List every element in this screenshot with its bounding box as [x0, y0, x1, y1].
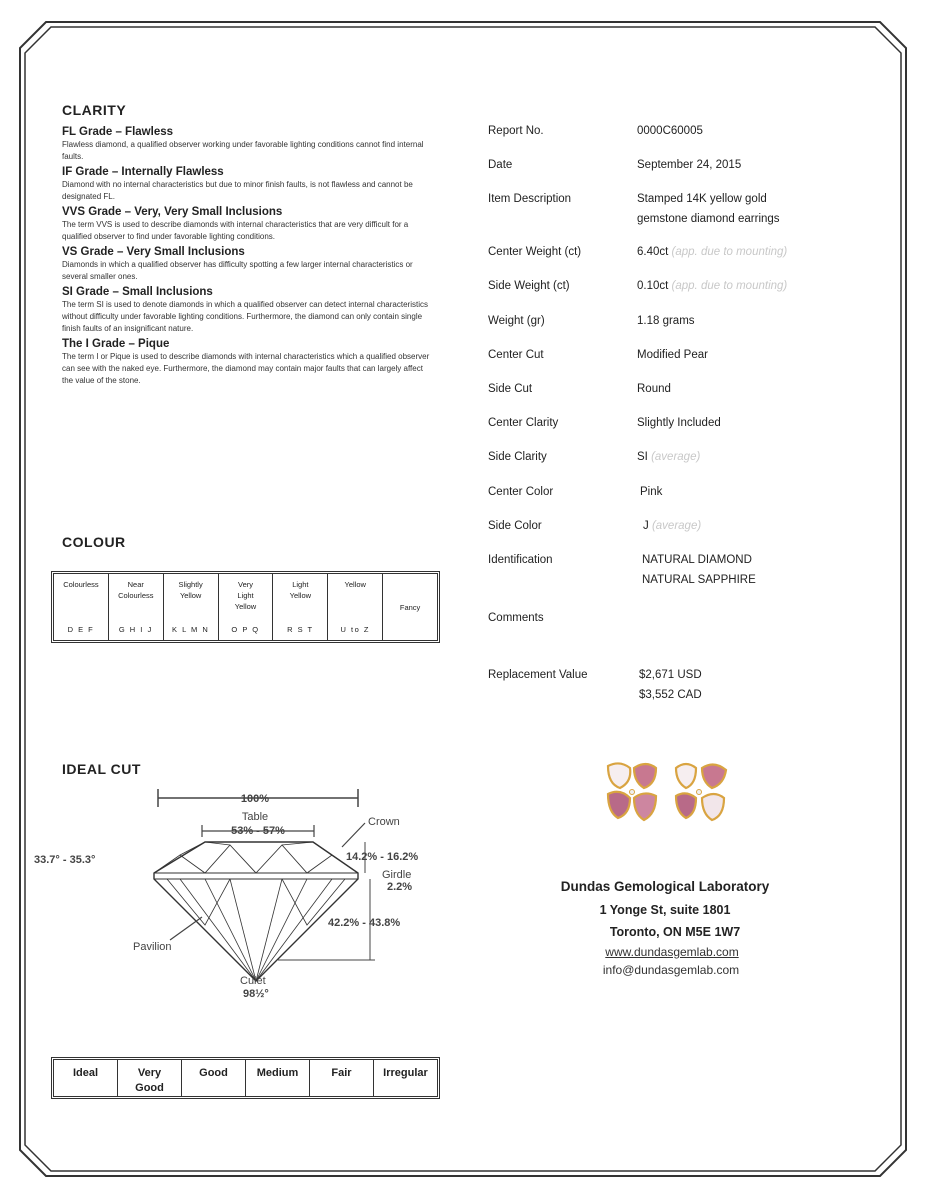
lab-info: [490, 877, 840, 979]
colour-scale-table: [51, 571, 440, 643]
lab-website-link[interactable]: www.dundasgemlab.com: [605, 945, 739, 959]
field-label: Center Weight (ct): [488, 246, 582, 258]
colour-label: Slightly Yellow: [178, 580, 203, 600]
field-value: [637, 447, 837, 467]
clarity-grade: [62, 206, 434, 243]
grade-title: FL Grade – Flawless: [62, 126, 174, 138]
colour-label: Near Colourless: [118, 580, 154, 600]
colour-cell: [164, 574, 219, 640]
earring-right: [676, 764, 726, 820]
lab-address-line2: Toronto, ON M5E 1W7: [609, 925, 741, 939]
cut-grade-table: [51, 1057, 440, 1099]
field-value-line: NATURAL DIAMOND: [642, 554, 752, 566]
table-range: 53% - 57%: [231, 825, 285, 837]
earrings-photo: [598, 758, 738, 830]
diamond-cut-diagram: [30, 785, 450, 1010]
field-value-text: 0.10ct: [637, 280, 669, 292]
grade-title: IF Grade – Internally Flawless: [62, 166, 224, 178]
field-note: (app. due to mounting): [671, 246, 788, 258]
field-value: [639, 665, 839, 705]
grade-description: Diamonds in which a qualified observer has difficulty spotting a few larger internal characteristics or several smaller ones.: [62, 260, 413, 281]
cut-grade-cell: Irregular: [383, 1067, 428, 1079]
field-value: Pink: [640, 486, 663, 498]
field-label: Side Weight (ct): [488, 280, 570, 292]
field-value-text: J: [643, 520, 649, 532]
colour-label: Fancy: [399, 602, 421, 612]
field-value: [642, 550, 842, 590]
girdle-value: 2.2%: [387, 881, 413, 893]
ideal-cut-heading: IDEAL CUT: [62, 761, 141, 777]
grade-description: Diamond with no internal characteristics but due to minor finish faults, is not flawless and cannot be designated FL.: [62, 180, 413, 201]
colour-heading: COLOUR: [62, 534, 126, 550]
cut-grade-cell: Medium: [246, 1060, 310, 1096]
field-value: [643, 516, 843, 536]
colour-cell: [109, 574, 164, 640]
colour-cell: [54, 574, 109, 640]
field-value: [637, 242, 837, 262]
crown-height: 14.2% - 16.2%: [346, 851, 419, 863]
crown-label: Crown: [368, 816, 400, 828]
field-label: Center Cut: [488, 349, 544, 361]
field-value: Round: [637, 383, 671, 395]
field-value-line: gemstone diamond earrings: [637, 213, 780, 225]
colour-cell: [219, 574, 274, 640]
field-label: Comments: [488, 612, 544, 624]
colour-grades: K L M N: [171, 625, 210, 634]
crown-angle: 33.7° - 35.3°: [34, 854, 96, 866]
field-value-line: $3,552 CAD: [639, 689, 702, 701]
field-note: (app. due to mounting): [671, 280, 788, 292]
cut-grade-cell: [118, 1060, 182, 1096]
colour-label: Yellow: [344, 580, 366, 589]
field-value-line: $2,671 USD: [639, 669, 702, 681]
field-label: Identification: [488, 554, 553, 566]
colour-label: Light Yellow: [289, 580, 312, 600]
culet-angle: 98½°: [243, 988, 269, 1000]
field-label: Date: [488, 159, 513, 171]
cut-grade-cell: Ideal: [54, 1060, 118, 1096]
grade-title: VS Grade – Very Small Inclusions: [62, 246, 245, 258]
field-value-text: SI: [637, 451, 648, 463]
earring-left: [608, 763, 656, 820]
cut-grade-cell: Fair: [310, 1060, 374, 1096]
field-value: 0000C60005: [637, 125, 703, 137]
clarity-heading: CLARITY: [62, 102, 127, 118]
field-value: Slightly Included: [637, 417, 721, 429]
field-value: September 24, 2015: [637, 159, 742, 171]
grade-description: The term I or Pique is used to describe diamonds with internal characteristics which a qualified observer can see with the naked eye. Furthermore, the diamond may contain major faults that can largely affect the value of the stone.: [62, 352, 430, 385]
field-value-text: 6.40ct: [637, 246, 669, 258]
colour-grades: D E F: [67, 625, 95, 634]
table-label: Table: [241, 811, 269, 823]
grade-description: The term VVS is used to describe diamonds with internal characteristics that are very difficult for a qualified observer to find under favorable lighting conditions.: [62, 220, 409, 241]
field-label: Side Cut: [488, 383, 533, 395]
field-label: Center Color: [488, 486, 554, 498]
field-label: Weight (gr): [488, 315, 545, 327]
colour-cell: [328, 574, 383, 640]
clarity-grade: [62, 338, 434, 387]
field-value: Modified Pear: [637, 349, 708, 361]
colour-grades: R S T: [287, 625, 314, 634]
grade-description: Flawless diamond, a qualified observer working under favorable lighting conditions cannot find internal faults.: [62, 140, 424, 161]
field-label: Item Description: [488, 193, 572, 205]
field-label: Side Color: [488, 520, 542, 532]
width-label: 100%: [240, 793, 270, 805]
grade-title: SI Grade – Small Inclusions: [62, 286, 213, 298]
cut-grade-cell: Good: [182, 1060, 246, 1096]
pavilion-label: Pavilion: [133, 941, 172, 953]
colour-label: Very Light Yellow: [234, 580, 257, 611]
lab-email[interactable]: info@dundasgemlab.com: [602, 963, 740, 977]
field-label: Replacement Value: [488, 669, 588, 681]
colour-grades: U to Z: [340, 625, 370, 634]
clarity-grade: [62, 166, 434, 203]
colour-grades: G H I J: [118, 625, 153, 634]
lab-address-line1: 1 Yonge St, suite 1801: [599, 903, 731, 917]
field-note: (average): [651, 520, 702, 532]
pavilion-depth: 42.2% - 43.8%: [328, 917, 401, 929]
colour-label: Colourless: [63, 580, 99, 589]
field-label: Center Clarity: [488, 417, 559, 429]
colour-cell: [273, 574, 328, 640]
clarity-grade: [62, 246, 434, 283]
girdle-label: Girdle: [382, 869, 412, 881]
field-value: 1.18 grams: [637, 315, 695, 327]
grade-title: The I Grade – Pique: [62, 338, 170, 350]
clarity-grade: [62, 126, 434, 163]
field-value-line: NATURAL SAPPHIRE: [642, 574, 756, 586]
field-note: (average): [651, 451, 701, 463]
clarity-section: [62, 102, 434, 390]
grade-description: The term SI is used to denote diamonds in which a qualified observer can detect internal characteristics without difficulty under favorable lighting conditions. Furthermore, the diamond can only contain single finish faults of an insignificant nature.: [62, 300, 428, 333]
clarity-grade: [62, 286, 434, 335]
culet-label: Culet: [240, 975, 266, 987]
colour-grades: O P Q: [231, 625, 260, 634]
cut-grade-label: Very Good: [135, 1067, 164, 1094]
colour-cell: [383, 574, 437, 640]
field-label: Side Clarity: [488, 451, 547, 463]
field-value: [637, 276, 837, 296]
grade-title: VVS Grade – Very, Very Small Inclusions: [62, 206, 283, 218]
field-value: [637, 189, 837, 229]
field-value-line: Stamped 14K yellow gold: [637, 193, 767, 205]
lab-name: Dundas Gemological Laboratory: [560, 879, 770, 894]
field-label: Report No.: [488, 125, 544, 137]
